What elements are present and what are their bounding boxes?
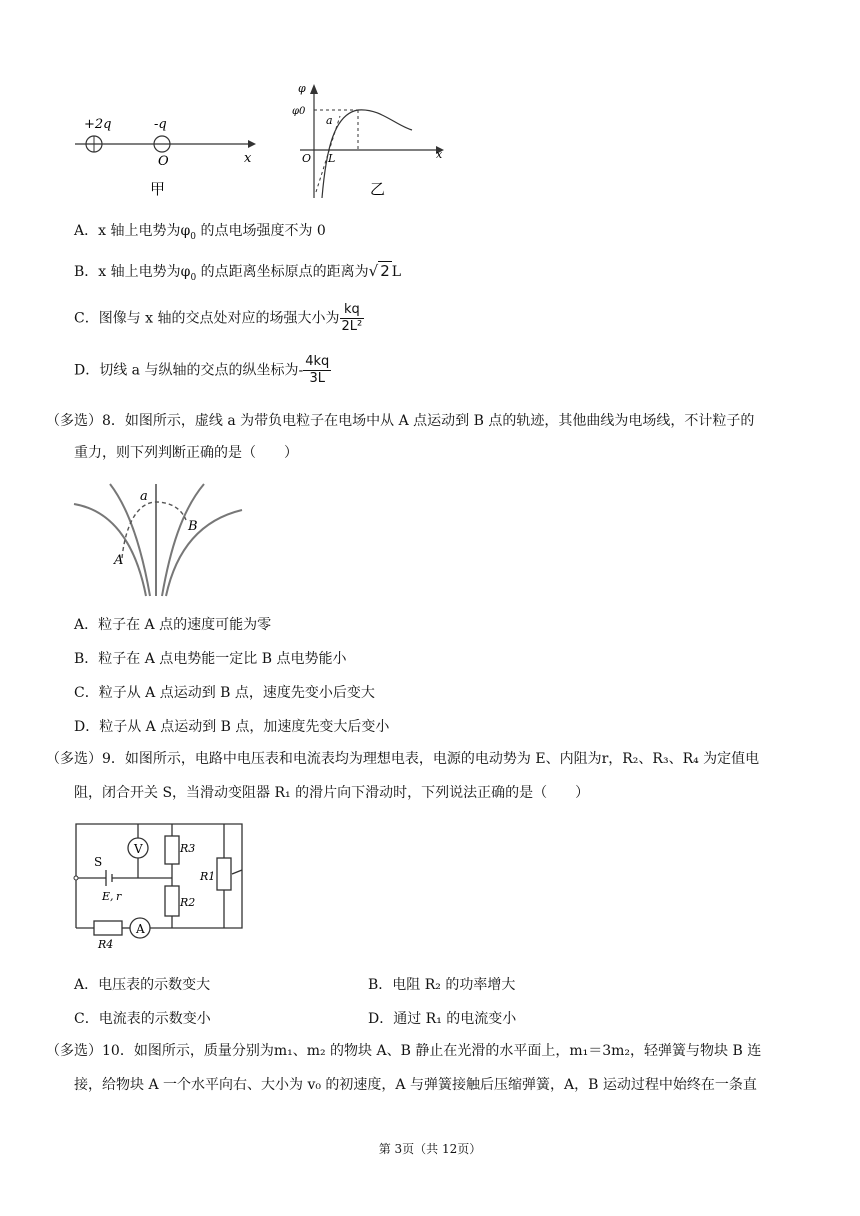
- page-footer: 第 3页（共 12页）: [378, 1142, 482, 1156]
- figure-caption-jia: 甲: [150, 180, 166, 198]
- q8-option-a: A．粒子在 A 点的速度可能为零: [74, 617, 272, 633]
- figure-yi: [290, 80, 450, 200]
- ammeter-label: A: [136, 922, 145, 936]
- trajectory-label: a: [140, 489, 148, 504]
- q9-option-b: B．电阻 R₂ 的功率增大: [368, 977, 516, 993]
- charge-plus-label: +2q: [84, 117, 112, 132]
- figure-caption-yi: 乙: [370, 180, 386, 198]
- figure-jia: [70, 110, 270, 200]
- origin-label-yi: O: [302, 152, 312, 165]
- internal-r-label: r: [116, 890, 122, 903]
- q9-stem-line1: （多选）9．如图所示，电路中电压表和电流表均为理想电表，电源的电动势为 E、内阻为r，R₂、R₃、R₄ 为定值电: [46, 751, 760, 767]
- emf-label: E,: [102, 890, 114, 903]
- x-axis-label-yi: x: [436, 148, 443, 161]
- q9-option-c: C．电流表的示数变小: [74, 1011, 211, 1027]
- q7-option-d: D．切线 a 与纵轴的交点的纵坐标为- $\frac{4kq}{3L}$: [74, 354, 330, 386]
- x-axis-label: x: [244, 151, 252, 166]
- q8-option-d: D．粒子从 A 点运动到 B 点，加速度先变大后变小: [74, 719, 390, 735]
- origin-label: O: [158, 154, 169, 169]
- q8-stem-line2: 重力，则下列判断正确的是（ ）: [74, 445, 298, 461]
- q7-option-a: A．x 轴上电势为$\varphi_0$ 的点电场强度不为 0: [74, 223, 326, 242]
- voltmeter-label: V: [134, 842, 143, 856]
- q9-option-a: A．电压表的示数变大: [74, 977, 211, 993]
- q8-option-b: B．粒子在 A 点电势能一定比 B 点电势能小: [74, 651, 347, 667]
- figure-field-lines: [70, 480, 260, 600]
- phi0-label: φ0: [292, 106, 306, 117]
- tangent-label: a: [326, 114, 333, 127]
- r1-label: R1: [200, 870, 216, 883]
- q8-option-c: C．粒子从 A 点运动到 B 点，速度先变小后变大: [74, 685, 375, 701]
- switch-label: S: [94, 855, 103, 869]
- q8-stem-line1: （多选）8．如图所示，虚线 a 为带负电粒子在电场中从 A 点运动到 B 点的轨迹，其他曲线为电场线，不计粒子的: [46, 413, 755, 429]
- charge-minus-label: -q: [154, 117, 167, 132]
- point-b-label: B: [188, 519, 198, 534]
- figure-circuit: [66, 818, 256, 948]
- q10-stem-line2: 接，给物块 A 一个水平向右、大小为 v₀ 的初速度，A 与弹簧接触后压缩弹簧，A，B 运动过程中始终在一条直: [74, 1077, 757, 1093]
- r2-label: R2: [180, 896, 196, 909]
- q10-stem-line1: （多选）10．如图所示，质量分别为m₁、m₂ 的物块 A、B 静止在光滑的水平面上，m₁＝3m₂，轻弹簧与物块 B 连: [46, 1043, 762, 1059]
- q9-stem-line2: 阻，闭合开关 S，当滑动变阻器 R₁ 的滑片向下滑动时，下列说法正确的是（ ）: [74, 785, 590, 801]
- q9-option-d: D．通过 R₁ 的电流变小: [368, 1011, 517, 1027]
- y-axis-label: φ: [298, 82, 306, 95]
- q7-option-b: B．x 轴上电势为$\varphi_0$ 的点距离坐标原点的距离为√ 2 L: [74, 262, 402, 283]
- point-a-label: A: [114, 553, 124, 568]
- r3-label: R3: [180, 842, 196, 855]
- l-label: L: [328, 152, 336, 165]
- q7-option-c: C．图像与 x 轴的交点处对应的场强大小为 $\frac{kq}{\text{2L²}}$: [74, 302, 363, 334]
- r4-label: R4: [98, 938, 114, 948]
